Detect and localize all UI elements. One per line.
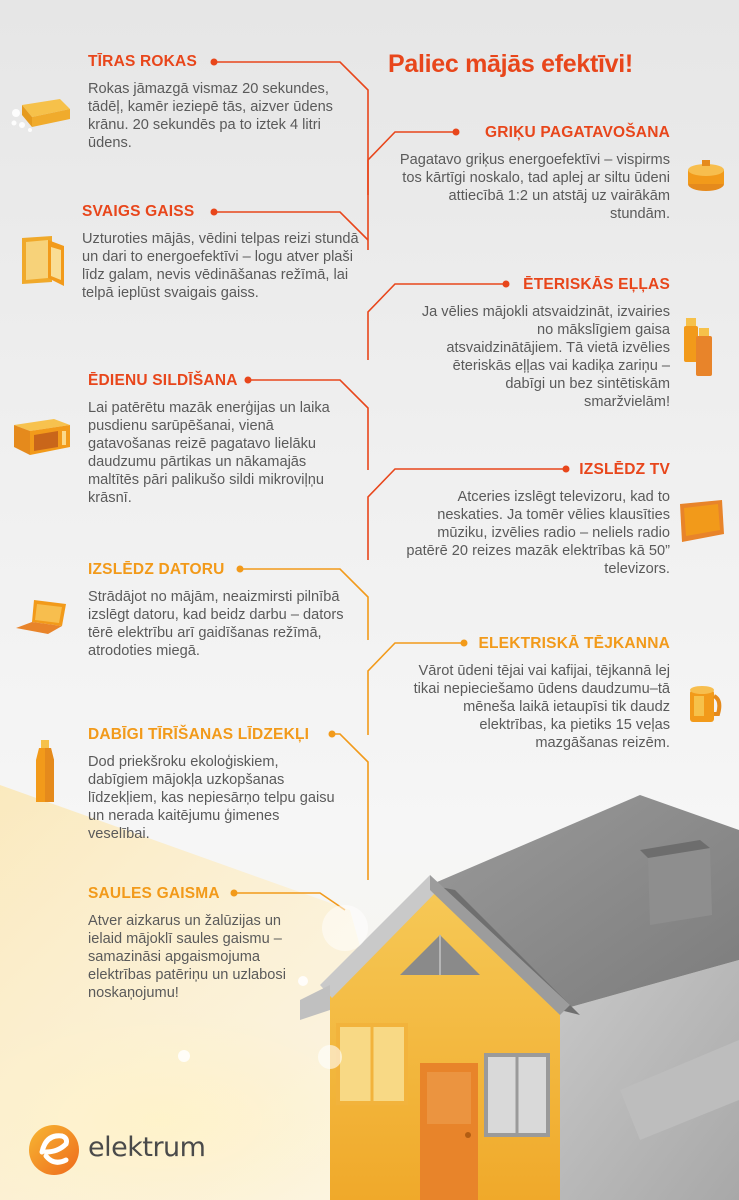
kettle-icon xyxy=(684,682,724,726)
section-izsledz-tv xyxy=(395,461,670,578)
section-heading: GRIĶU PAGATAVOŠANA xyxy=(484,124,670,141)
section-elektriska-tejkanna xyxy=(395,635,670,752)
section-text: Atver aizkarus un žalūzijas un ielaid mājoklī saules gaismu – samazināsi apgaismojuma elektrības patēriņu un uzlabosi noskaņojumu! xyxy=(88,913,286,1001)
oil-bottles-icon xyxy=(680,316,720,378)
section-text: Pagatavo griķus energoefektīvi – vispirms tos kārtīgi noskalo, tad aplej ar siltu ūdeni attiecībā 1:2 un atstāj uz vairākām stundām. xyxy=(399,152,670,222)
section-saules-gaisma xyxy=(88,885,318,1002)
section-heading: IZSLĒDZ DATORU xyxy=(88,561,225,578)
tv-icon xyxy=(678,498,726,546)
laptop-icon xyxy=(12,598,72,638)
microwave-icon xyxy=(10,413,74,457)
section-heading: ĒTERISKĀS EĻĻAS xyxy=(523,276,670,293)
brand-name: elektrum xyxy=(88,1132,206,1163)
section-text: Vārot ūdeni tējai vai kafijai, tējkannā lej tikai nepieciešamo ūdens daudzumu–tā mēneša laikā ietaupīsi tik daudz elektrības, ka pietiks 15 veļas mazgāšanas reizēm. xyxy=(413,663,670,751)
section-heading: ĒDIENU SILDĪŠANA xyxy=(88,372,238,389)
section-heading: DABĪGI TĪRĪŠANAS LĪDZEKĻI xyxy=(88,726,310,743)
section-dabigi-tirisanas xyxy=(88,726,338,843)
light-bubble xyxy=(318,1045,342,1069)
section-text: Ja vēlies mājokli atsvaidzināt, izvairies no mākslīgiem gaisa atsvaidzinātājiem. Tā vietā izvēlies ēteriskās eļļas vai kadiķa zariņu – dabīgi un bez sintētiskām smaržvielām! xyxy=(421,304,670,410)
cleaning-bottle-icon xyxy=(30,738,60,806)
soap-icon xyxy=(8,93,76,133)
section-griku-pagatavosana xyxy=(395,124,670,223)
section-text: Strādājot no mājām, neaizmirsti pilnībā izslēgt datoru, kad beidz darbu – dators tērē elektrību arī gaidīšanas režīmā, atrodoties miegā. xyxy=(88,589,344,659)
section-text: Uzturoties mājās, vēdini telpas reizi stundā un dari to energoefektīvi – logu atver plaši līdz galam, nevis vēdināšanas režīmā, lai telpā ieplūst svaigais gaiss. xyxy=(82,231,359,301)
section-text: Dod priekšroku ekoloģiskiem, dabīgiem mājokļa uzkopšanas līdzekļiem, kas nepiesārņo telpu gaisu un nerada kaitējumu ģimenes veselībai. xyxy=(88,754,335,842)
cooking-pot-icon xyxy=(684,158,728,194)
section-izsledz-datoru xyxy=(88,561,350,660)
section-text: Lai patērētu mazāk enerģijas un laika pusdienu sarūpēšanai, vienā gatavošanas reizē pagatavo lielāku daudzumu pārtikas un nākamajās maltītēs pāri palikušo sildi mikroviļņu krāsnī. xyxy=(88,400,330,506)
section-heading: ELEKTRISKĀ TĒJKANNA xyxy=(478,635,670,652)
light-bubble xyxy=(322,905,368,951)
section-svaigs-gaiss xyxy=(82,203,367,302)
section-eteriskas-ellas xyxy=(420,276,670,411)
section-heading: SAULES GAISMA xyxy=(88,885,220,902)
section-tiras-rokas xyxy=(88,53,358,152)
section-text: Rokas jāmazgā vismaz 20 sekundes, tādēļ, kamēr ieziepē tās, aizver ūdens krānu. 20 sekundēs pa to iztek 4 litri ūdens. xyxy=(88,81,333,151)
section-heading: SVAIGS GAISS xyxy=(82,203,195,220)
light-bubble xyxy=(178,1050,190,1062)
section-heading: TĪRAS ROKAS xyxy=(88,53,197,70)
window-icon xyxy=(18,234,68,288)
section-heading: IZSLĒDZ TV xyxy=(579,461,670,478)
section-text: Atceries izslēgt televizoru, kad to neskaties. Ja tomēr vēlies klausīties mūziku, izvēlies radio – neliels radio patērē 20 reizes mazāk elektrības kā 50” televizors. xyxy=(406,489,670,577)
section-edienu-sildisana xyxy=(88,372,350,507)
page-title: Paliec mājās efektīvi! xyxy=(388,50,633,78)
